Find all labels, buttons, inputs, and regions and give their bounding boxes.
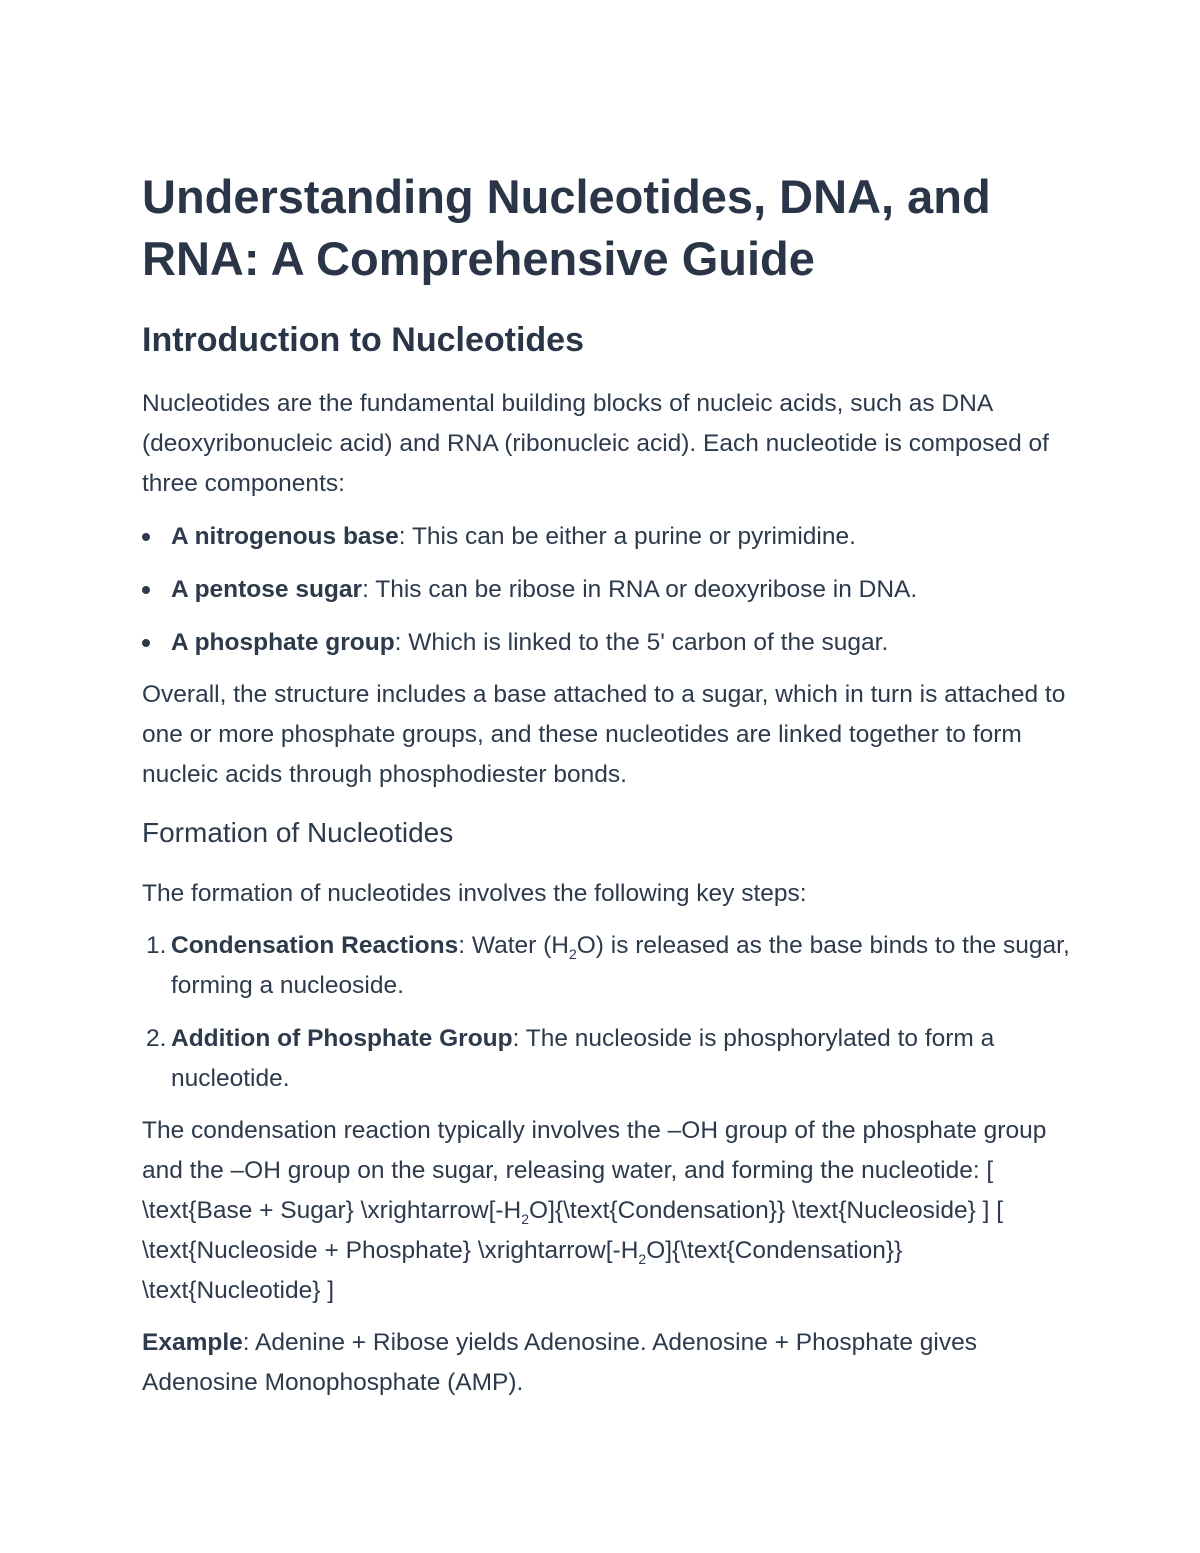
condensation-paragraph — [142, 1111, 1072, 1311]
example-paragraph — [142, 1323, 1072, 1403]
step-desc-cont: O) is released as the base binds to the sugar, forming a nucleoside. — [171, 932, 1070, 999]
example-text: : Adenine + Ribose yields Adenosine. Adenosine + Phosphate gives Adenosine Monophosphate (AMP). — [142, 1329, 977, 1396]
step-desc: : Water (H — [458, 932, 569, 959]
bullet-icon — [142, 533, 150, 541]
section-heading-intro: Introduction to Nucleotides — [142, 321, 584, 359]
component-desc: : This can be ribose in RNA or deoxyribose in DNA. — [362, 576, 918, 603]
list-item — [142, 1019, 1072, 1099]
example-label: Example — [142, 1329, 243, 1356]
list-item — [142, 570, 1072, 610]
components-list — [142, 517, 1072, 663]
step-number: 2. — [146, 1025, 167, 1052]
overall-paragraph: Overall, the structure includes a base attached to a sugar, which in turn is attached to one or more phosphate groups, and these nucleotides are linked together to form nucleic acids through phosphodiester bonds. — [142, 681, 1066, 788]
component-desc: : Which is linked to the 5' carbon of the sugar. — [394, 629, 889, 656]
subscript: 2 — [568, 945, 577, 962]
formation-lead: The formation of nucleotides involves the following key steps: — [142, 880, 807, 907]
condensation-text: O]{\text{Condensation}} \text{Nucleoside} ] [ \text{Nucleoside + Phosphate} \xrightarrow[-H — [142, 1197, 1004, 1264]
step-number: 1. — [146, 932, 167, 959]
condensation-text: The condensation reaction typically involves the –OH group of the phosphate group and the –OH group on the sugar, releasing water, and forming the nucleotide: [ \text{Base + Sugar} \xrightarrow[-H — [142, 1117, 1047, 1224]
list-item — [142, 926, 1072, 1006]
step-desc: : The nucleoside is phosphorylated to form a nucleotide. — [171, 1025, 995, 1092]
subscript: 2 — [638, 1250, 647, 1267]
section-heading-formation: Formation of Nucleotides — [142, 817, 454, 848]
intro-paragraph: Nucleotides are the fundamental building blocks of nucleic acids, such as DNA (deoxyribonucleic acid) and RNA (ribonucleic acid). Each nucleotide is composed of three components: — [142, 390, 1049, 497]
document-title: Understanding Nucleotides, DNA, and RNA: A Comprehensive Guide — [142, 170, 991, 285]
component-desc: : This can be either a purine or pyrimidine. — [398, 523, 856, 550]
condensation-text: O]{\text{Condensation}} \text{Nucleotide} ] — [142, 1237, 903, 1304]
list-item — [142, 517, 1072, 557]
steps-list — [142, 926, 1072, 1099]
step-term: Addition of Phosphate Group — [171, 1025, 513, 1052]
component-term: A pentose sugar — [171, 576, 363, 603]
list-item — [142, 623, 1072, 663]
component-term: A nitrogenous base — [171, 523, 399, 550]
subscript: 2 — [521, 1210, 530, 1227]
document-page — [142, 166, 1072, 1403]
bullet-icon — [142, 639, 150, 647]
step-term: Condensation Reactions — [171, 932, 459, 959]
bullet-icon — [142, 586, 150, 594]
component-term: A phosphate group — [171, 629, 395, 656]
